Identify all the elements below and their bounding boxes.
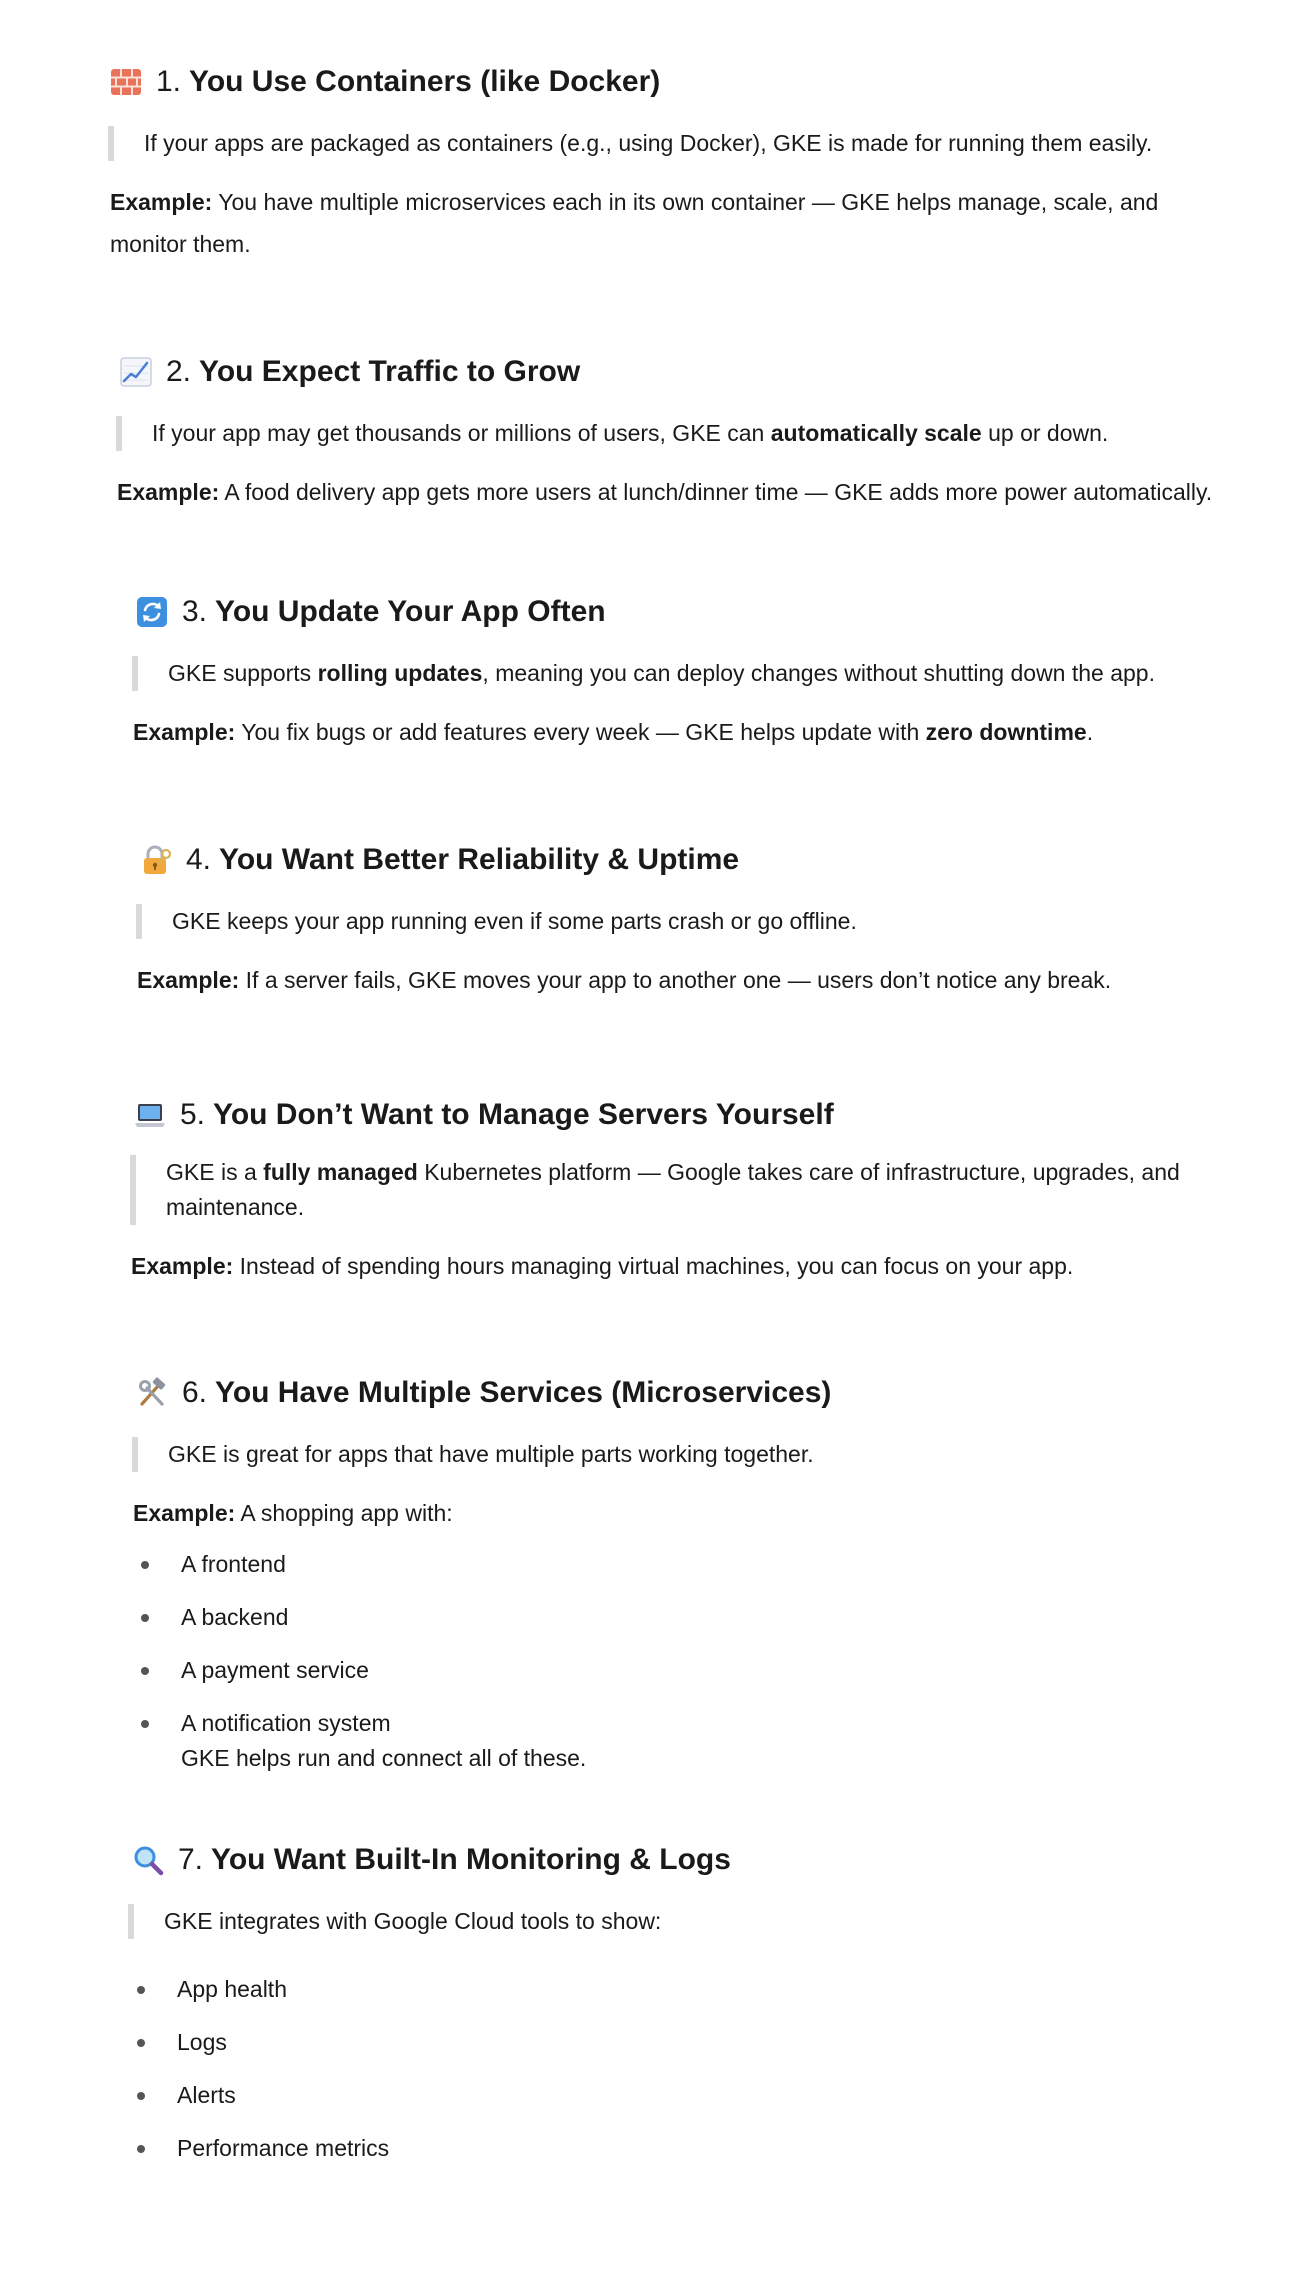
example-label: Example: xyxy=(133,719,236,745)
example-label: Example: xyxy=(137,967,240,993)
section-number: 5. xyxy=(180,1098,206,1131)
section-title: You Expect Traffic to Grow xyxy=(199,355,581,388)
section-traffic xyxy=(0,352,1306,513)
list-item: A backend xyxy=(133,1591,1306,1644)
section-heading xyxy=(132,1840,1306,1880)
list-item: A notification system xyxy=(133,1697,1306,1750)
section-number: 1. xyxy=(156,65,182,98)
list-item: Performance metrics xyxy=(129,2122,1306,2175)
section-heading xyxy=(136,592,1306,632)
bullet-list xyxy=(133,1538,1306,1750)
section-heading xyxy=(134,1095,1306,1135)
section-quote: GKE keeps your app running even if some parts crash or go offline. xyxy=(136,904,1306,939)
example-paragraph: Example: A food delivery app gets more users at lunch/dinner time — GKE adds more power automatically. xyxy=(117,479,1213,505)
list-item: Logs xyxy=(129,2016,1306,2069)
section-microservices xyxy=(0,1373,1306,1774)
section-title: You Update Your App Often xyxy=(215,595,606,628)
chart-increasing-icon xyxy=(120,356,152,388)
bullet-list xyxy=(129,1963,1306,2175)
laptop-icon xyxy=(134,1099,166,1131)
example-label: Example: xyxy=(131,1253,234,1279)
section-managed xyxy=(0,1095,1306,1287)
section-heading xyxy=(120,352,1306,392)
section-number: 6. xyxy=(182,1376,208,1409)
section-quote: GKE integrates with Google Cloud tools to show: xyxy=(128,1904,1306,1939)
hammer-and-wrench-icon xyxy=(136,1377,168,1409)
section-containers xyxy=(0,62,1306,265)
example-paragraph: Example: You fix bugs or add features every week — GKE helps update with zero downtime. xyxy=(133,719,1094,745)
magnifying-glass-icon xyxy=(132,1844,164,1876)
section-monitoring xyxy=(0,1840,1306,2175)
section-quote: GKE is a fully managed Kubernetes platform — Google takes care of infrastructure, upgrades, and maintenance. xyxy=(130,1155,1226,1225)
example-label: Example: xyxy=(117,479,220,505)
section-updates xyxy=(0,592,1306,753)
list-item: App health xyxy=(129,1963,1306,2016)
section-quote: GKE supports rolling updates, meaning you can deploy changes without shutting down the app. xyxy=(132,656,1306,691)
section-quote: GKE is great for apps that have multiple parts working together. xyxy=(132,1437,1306,1472)
list-item: A frontend xyxy=(133,1538,1306,1591)
section-number: 4. xyxy=(186,843,212,876)
section-heading xyxy=(140,840,1306,880)
section-reliability xyxy=(0,840,1306,1001)
section-title: You Don’t Want to Manage Servers Yourself xyxy=(213,1098,834,1131)
section-title: You Want Better Reliability & Uptime xyxy=(219,843,740,876)
example-paragraph: Example: You have multiple microservices each in its own container — GKE helps manage, scale, and monitor them. xyxy=(110,189,1159,257)
section-number: 7. xyxy=(178,1843,204,1876)
lock-with-key-icon xyxy=(140,844,172,876)
example-paragraph: Example: A shopping app with: xyxy=(133,1500,453,1526)
section-quote: If your app may get thousands or millions of users, GKE can automatically scale up or down. xyxy=(116,416,1306,451)
example-label: Example: xyxy=(110,189,213,215)
example-paragraph: Example: Instead of spending hours managing virtual machines, you can focus on your app. xyxy=(131,1253,1074,1279)
example-label: Example: xyxy=(133,1500,236,1526)
section-number: 3. xyxy=(182,595,208,628)
section-title: You Want Built-In Monitoring & Logs xyxy=(211,1843,731,1876)
list-item: A payment service xyxy=(133,1644,1306,1697)
arrows-cycle-icon xyxy=(136,596,168,628)
section-title: You Have Multiple Services (Microservices) xyxy=(215,1376,832,1409)
list-continuation: GKE helps run and connect all of these. xyxy=(181,1745,587,1771)
section-number: 2. xyxy=(166,355,192,388)
bricks-icon xyxy=(110,66,142,98)
section-title: You Use Containers (like Docker) xyxy=(189,65,661,98)
section-quote: If your apps are packaged as containers (e.g., using Docker), GKE is made for running them easily. xyxy=(108,126,1306,161)
section-heading xyxy=(136,1373,1306,1413)
list-item: Alerts xyxy=(129,2069,1306,2122)
example-paragraph: Example: If a server fails, GKE moves your app to another one — users don’t notice any break. xyxy=(137,967,1112,993)
section-heading xyxy=(110,62,1306,102)
